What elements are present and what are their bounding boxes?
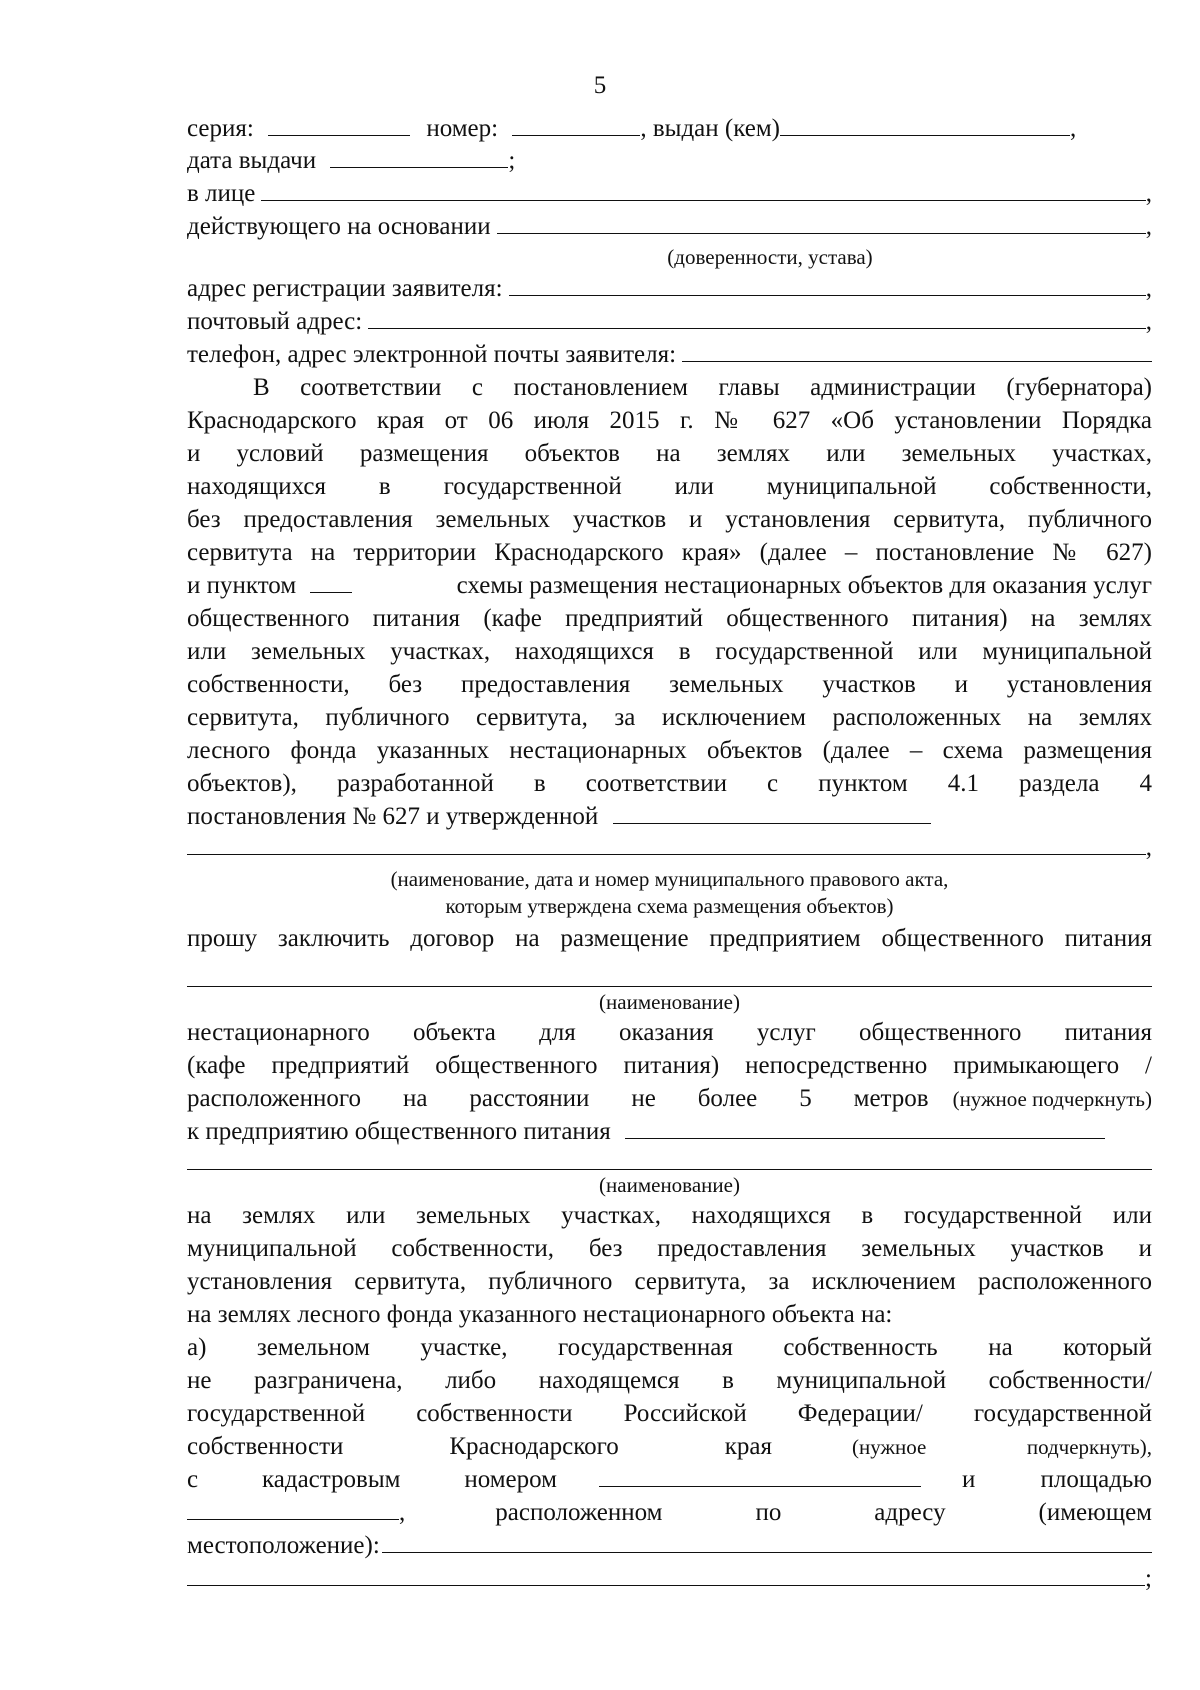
page-number: 5 — [593, 72, 607, 99]
para1-line-6: сервитута на территории Краснодарского края» (далее – постановление № 627) — [187, 539, 1152, 566]
postal-address-field[interactable] — [368, 306, 1146, 329]
para3-line-5: а) земельном участке, государственная собственность на который — [187, 1334, 1152, 1361]
utverzhdennoy-field[interactable] — [613, 801, 931, 824]
para3-line-3: установления сервитута, публичного сервитута, за исключением расположенного — [187, 1268, 1152, 1295]
para3-line-6: не разграничена, либо находящемся в муниципальной собственности/ — [187, 1367, 1152, 1394]
para1-line-1: В соответствии с постановлением главы администрации (губернатора) — [253, 374, 1152, 401]
mestopolozhenie-field[interactable] — [382, 1530, 1152, 1553]
predpriyatiyu-field[interactable] — [625, 1116, 1105, 1139]
mestopolozhenie-label: местоположение): — [187, 1532, 380, 1559]
predpriyatiyu-label: к предприятию общественного питания — [187, 1118, 611, 1145]
ploshchad-field[interactable] — [187, 1497, 399, 1520]
punct-comma: , — [1145, 834, 1152, 861]
para2-line-2: (кафе предприятий общественного питания) непосредственно примыкающего / — [187, 1052, 1152, 1079]
para1-line-11: сервитута, публичного сервитута, за исключением расположенных на землях — [187, 704, 1152, 731]
v-litse-label: в лице — [187, 180, 256, 207]
para3-line-8-text: собственности Краснодарского края — [187, 1433, 772, 1460]
para1-line-4: находящихся в государственной или муниципальной собственности, — [187, 473, 1152, 500]
vydan-field[interactable] — [780, 113, 1070, 136]
caption-naimenovanie-1: (наименование) — [599, 990, 740, 1014]
proshu-line: прошу заключить договор на размещение предприятием общественного питания — [187, 925, 1152, 952]
final-semicolon: ; — [1145, 1565, 1152, 1592]
caption-akt-2: которым утверждена схема размещения объектов) — [445, 894, 894, 918]
para1-line-7-rest: схемы размещения нестационарных объектов для оказания услуг — [456, 572, 1152, 599]
caption-naimenovanie-2: (наименование) — [599, 1173, 740, 1197]
caption-akt-1: (наименование, дата и номер муниципального правового акта, — [390, 867, 949, 891]
punct-comma: , — [1145, 213, 1152, 240]
data-vydachi-field[interactable] — [330, 145, 508, 168]
para3-line-1: на землях или земельных участках, находящихся в государственной или — [187, 1202, 1152, 1229]
issue-date-line — [187, 144, 1152, 177]
punkt-number-field[interactable] — [310, 570, 352, 593]
seriya-field[interactable] — [268, 113, 410, 136]
registration-address-line — [187, 272, 1152, 305]
punct-comma: , — [1069, 115, 1077, 142]
seriya-label: серия: — [187, 115, 254, 142]
deystvuyushchego-label: действующего на основании — [187, 213, 491, 240]
vydan-label: , выдан (кем) — [640, 115, 780, 142]
utverzhdennoy-label: постановления № 627 и утвержденной — [187, 803, 599, 830]
punct-comma: , — [1145, 180, 1152, 207]
representative-line — [187, 177, 1152, 210]
para1-line-10: собственности, без предоставления земельных участков и установления — [187, 671, 1152, 698]
para3-line-11 — [187, 1529, 1152, 1562]
ploshchad-label: и площадью — [962, 1466, 1152, 1493]
para3-line-2: муниципальной собственности, без предоставления земельных участков и — [187, 1235, 1152, 1262]
kadastrovyy-field[interactable] — [599, 1464, 921, 1487]
nuzhnoe-podcherknut-2: (нужное подчеркнуть), — [852, 1435, 1152, 1459]
nomer-field[interactable] — [512, 113, 640, 136]
para1-line-7 — [187, 569, 1152, 602]
adres-registratsii-label: адрес регистрации заявителя: — [187, 275, 503, 302]
enterprise-name-field-2[interactable] — [187, 1169, 1152, 1170]
para1-line-5: без предоставления земельных участков и установления сервитута, публичного — [187, 506, 1152, 533]
postal-address-line — [187, 305, 1152, 338]
passport-line — [187, 112, 1152, 145]
registration-address-field[interactable] — [509, 273, 1146, 296]
para3-line-4: на землях лесного фонда указанного нестационарного объекта на: — [187, 1301, 893, 1328]
nuzhnoe-podcherknut-1: (нужное подчеркнуть) — [952, 1087, 1152, 1111]
punct-comma: , — [1145, 308, 1152, 335]
punct-comma: , — [1145, 275, 1152, 302]
address-continuation-field[interactable] — [187, 1563, 1145, 1586]
para1-line-2: Краснодарского края от 06 июля 2015 г. № 627 «Об установлении Порядка — [187, 407, 1152, 434]
para2-line-4 — [187, 1115, 1152, 1148]
para1-line-13: объектов), разработанной в соответствии с пунктом 4.1 раздела 4 — [187, 770, 1152, 797]
caption-doverennosti: (доверенности, устава) — [667, 245, 873, 269]
para2-line-3 — [187, 1082, 1152, 1115]
comma-after-area: , — [399, 1499, 406, 1526]
contact-line — [187, 338, 1152, 371]
para3-line-7: государственной собственности Российской Федерации/ государственной — [187, 1400, 1152, 1427]
nomer-label: номер: — [426, 115, 499, 142]
pochtovyy-adres-label: почтовый адрес: — [187, 308, 363, 335]
basis-line — [187, 210, 1152, 243]
address-label: расположенном по адресу (имеющем — [495, 1499, 1152, 1526]
para2-line-1: нестационарного объекта для оказания услуг общественного питания — [187, 1019, 1152, 1046]
para1-line-12: лесного фонда указанных нестационарных объектов (далее – схема размещения — [187, 737, 1152, 764]
basis-field[interactable] — [497, 211, 1146, 234]
para1-line-3: и условий размещения объектов на землях или земельных участках, — [187, 440, 1152, 467]
kadastrovyy-label: с кадастровым номером — [187, 1466, 557, 1493]
act-name-field[interactable] — [187, 832, 1146, 855]
punct-semicolon: ; — [508, 147, 516, 174]
enterprise-name-field[interactable] — [187, 986, 1152, 987]
para3-line-9 — [187, 1463, 1152, 1496]
para1-line-14 — [187, 800, 1152, 833]
para1-line-9: или земельных участках, находящихся в государственной или муниципальной — [187, 638, 1152, 665]
para3-line-8 — [187, 1430, 1152, 1463]
punkt-label: и пунктом — [187, 572, 297, 599]
telefon-label: телефон, адрес электронной почты заявителя: — [187, 341, 677, 368]
para3-line-12 — [187, 1562, 1152, 1595]
data-vydachi-label: дата выдачи — [187, 147, 317, 174]
para2-line-3-text: расположенного на расстоянии не более 5 метров — [187, 1085, 929, 1112]
para1-line-8: общественного питания (кафе предприятий общественного питания) на землях — [187, 605, 1152, 632]
act-name-line — [187, 831, 1152, 864]
contact-field[interactable] — [682, 339, 1152, 362]
v-litse-field[interactable] — [261, 178, 1145, 201]
para3-line-10 — [187, 1496, 1152, 1529]
